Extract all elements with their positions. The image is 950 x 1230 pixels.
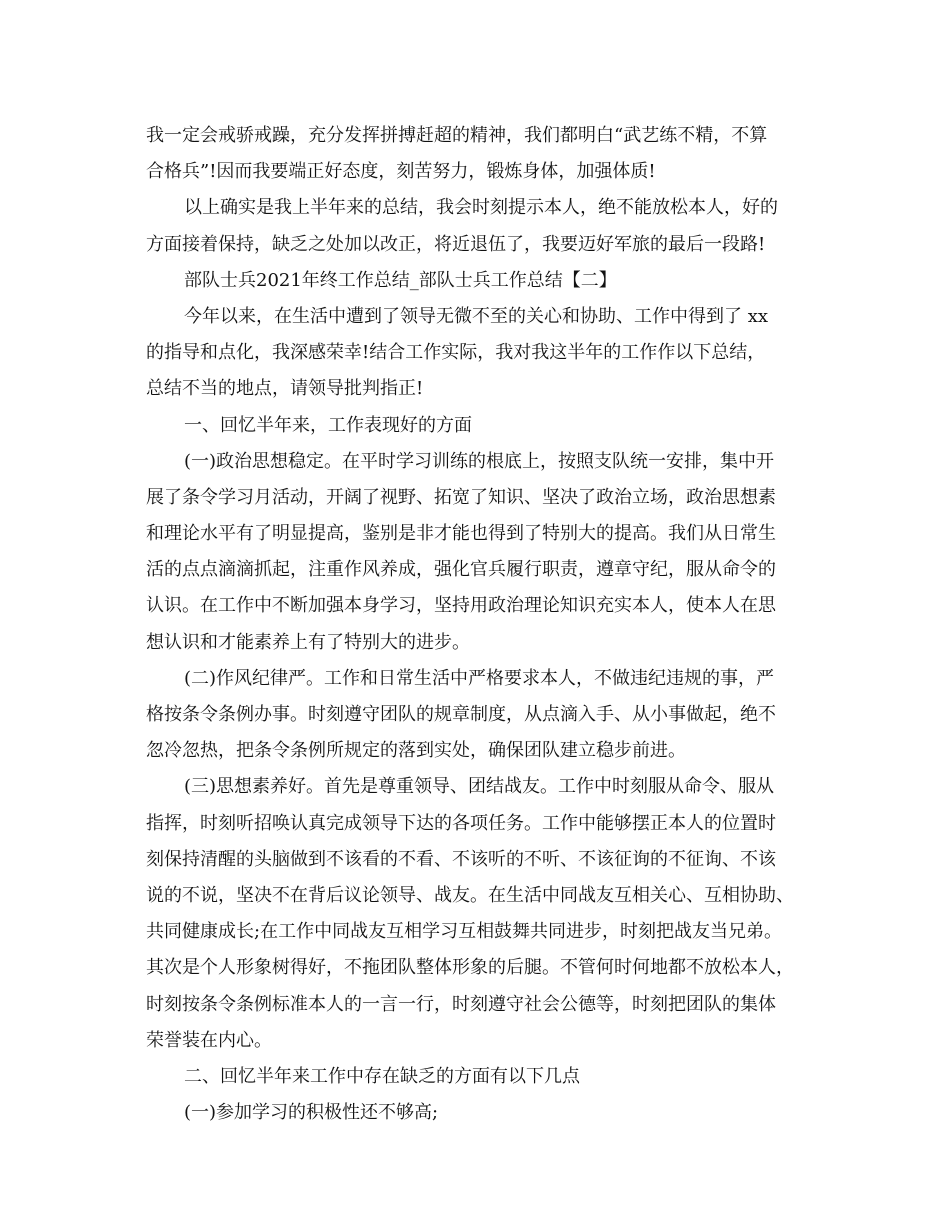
- paragraph-line: 方面接着保持，缺乏之处加以改正，将近退伍了，我要迈好军旅的最后一段路!: [146, 233, 766, 255]
- document-body: [146, 118, 816, 1131]
- paragraph-line: 想认识和才能素养上有了特别大的进步。: [146, 631, 470, 653]
- paragraph-line: 刻保持清醒的头脑做到不该看的不看、不该听的不听、不该征询的不征询、不该: [146, 848, 776, 870]
- paragraph-line: 和理论水平有了明显提高，鉴别是非才能也得到了特别大的提高。我们从日常生: [146, 523, 776, 545]
- paragraph-line: 时刻按条令条例标准本人的一言一行，时刻遵守社会公德等，时刻把团队的集体: [146, 993, 776, 1015]
- paragraph-start-line: (三)思想素养好。首先是尊重领导、团结战友。工作中时刻服从命令、服从: [184, 776, 775, 798]
- paragraph-line: 格按条令条例办事。时刻遵守团队的规章制度，从点滴入手、从小事做起，绝不: [146, 704, 776, 725]
- paragraph-line: 忽冷忽热，把条令条例所规定的落到实处，确保团队建立稳步前进。: [146, 740, 686, 762]
- paragraph-line: 合格兵”!因而我要端正好态度，刻苦努力，锻炼身体，加强体质!: [146, 161, 656, 183]
- paragraph-line: 认识。在工作中不断加强本身学习，坚持用政治理论知识充实本人，使本人在思: [146, 595, 776, 617]
- paragraph-start-line: 二、回忆半年来工作中存在缺乏的方面有以下几点: [184, 1065, 580, 1087]
- paragraph-line: 荣誉装在内心。: [146, 1029, 272, 1051]
- paragraph-line: 总结不当的地点，请领导批判指正!: [146, 378, 424, 400]
- paragraph-line: 的指导和点化，我深感荣幸!结合工作实际，我对我这半年的工作作以下总结，: [146, 342, 766, 364]
- paragraph-line: 展了条令学习月活动，开阔了视野、拓宽了知识、坚决了政治立场，政治思想素: [146, 486, 776, 508]
- paragraph-start-line: (二)作风纪律严。工作和日常生活中严格要求本人，不做违纪违规的事，严: [184, 667, 775, 689]
- paragraph-line: 我一定会戒骄戒躁，充分发挥拼搏赶超的精神，我们都明白“武艺练不精，不算: [146, 125, 768, 146]
- paragraph-line: 其次是个人形象树得好，不拖团队整体形象的后腿。不管何时何地都不放松本人，: [146, 957, 794, 979]
- paragraph-line: 指挥，时刻听招唤认真完成领导下达的各项任务。工作中能够摆正本人的位置时: [146, 812, 776, 834]
- paragraph-start-line: (一)参加学习的积极性还不够高;: [184, 1102, 439, 1124]
- paragraph-start-line: 一、回忆半年来，工作表现好的方面: [184, 414, 472, 436]
- paragraph-line: 共同健康成长;在工作中同战友互相学习互相鼓舞共同进步，时刻把战友当兄弟。: [146, 921, 783, 943]
- paragraph-start-line: (一)政治思想稳定。在平时学习训练的根底上，按照支队统一安排，集中开: [184, 450, 775, 472]
- paragraph-start-line: 以上确实是我上半年来的总结，我会时刻提示本人，绝不能放松本人，好的: [184, 197, 778, 219]
- paragraph-line: 活的点点滴滴抓起，注重作风养成，强化官兵履行职责，遵章守纪，服从命令的: [146, 559, 776, 581]
- paragraph-start-line: 部队士兵2021年终工作总结_部队士兵工作总结【二】: [184, 269, 617, 291]
- paragraph-start-line: 今年以来，在生活中遭到了领导无微不至的关心和协助、工作中得到了 xx: [184, 305, 769, 327]
- paragraph-line: 说的不说，坚决不在背后议论领导、战友。在生活中同战友互相关心、互相协助、: [146, 884, 794, 906]
